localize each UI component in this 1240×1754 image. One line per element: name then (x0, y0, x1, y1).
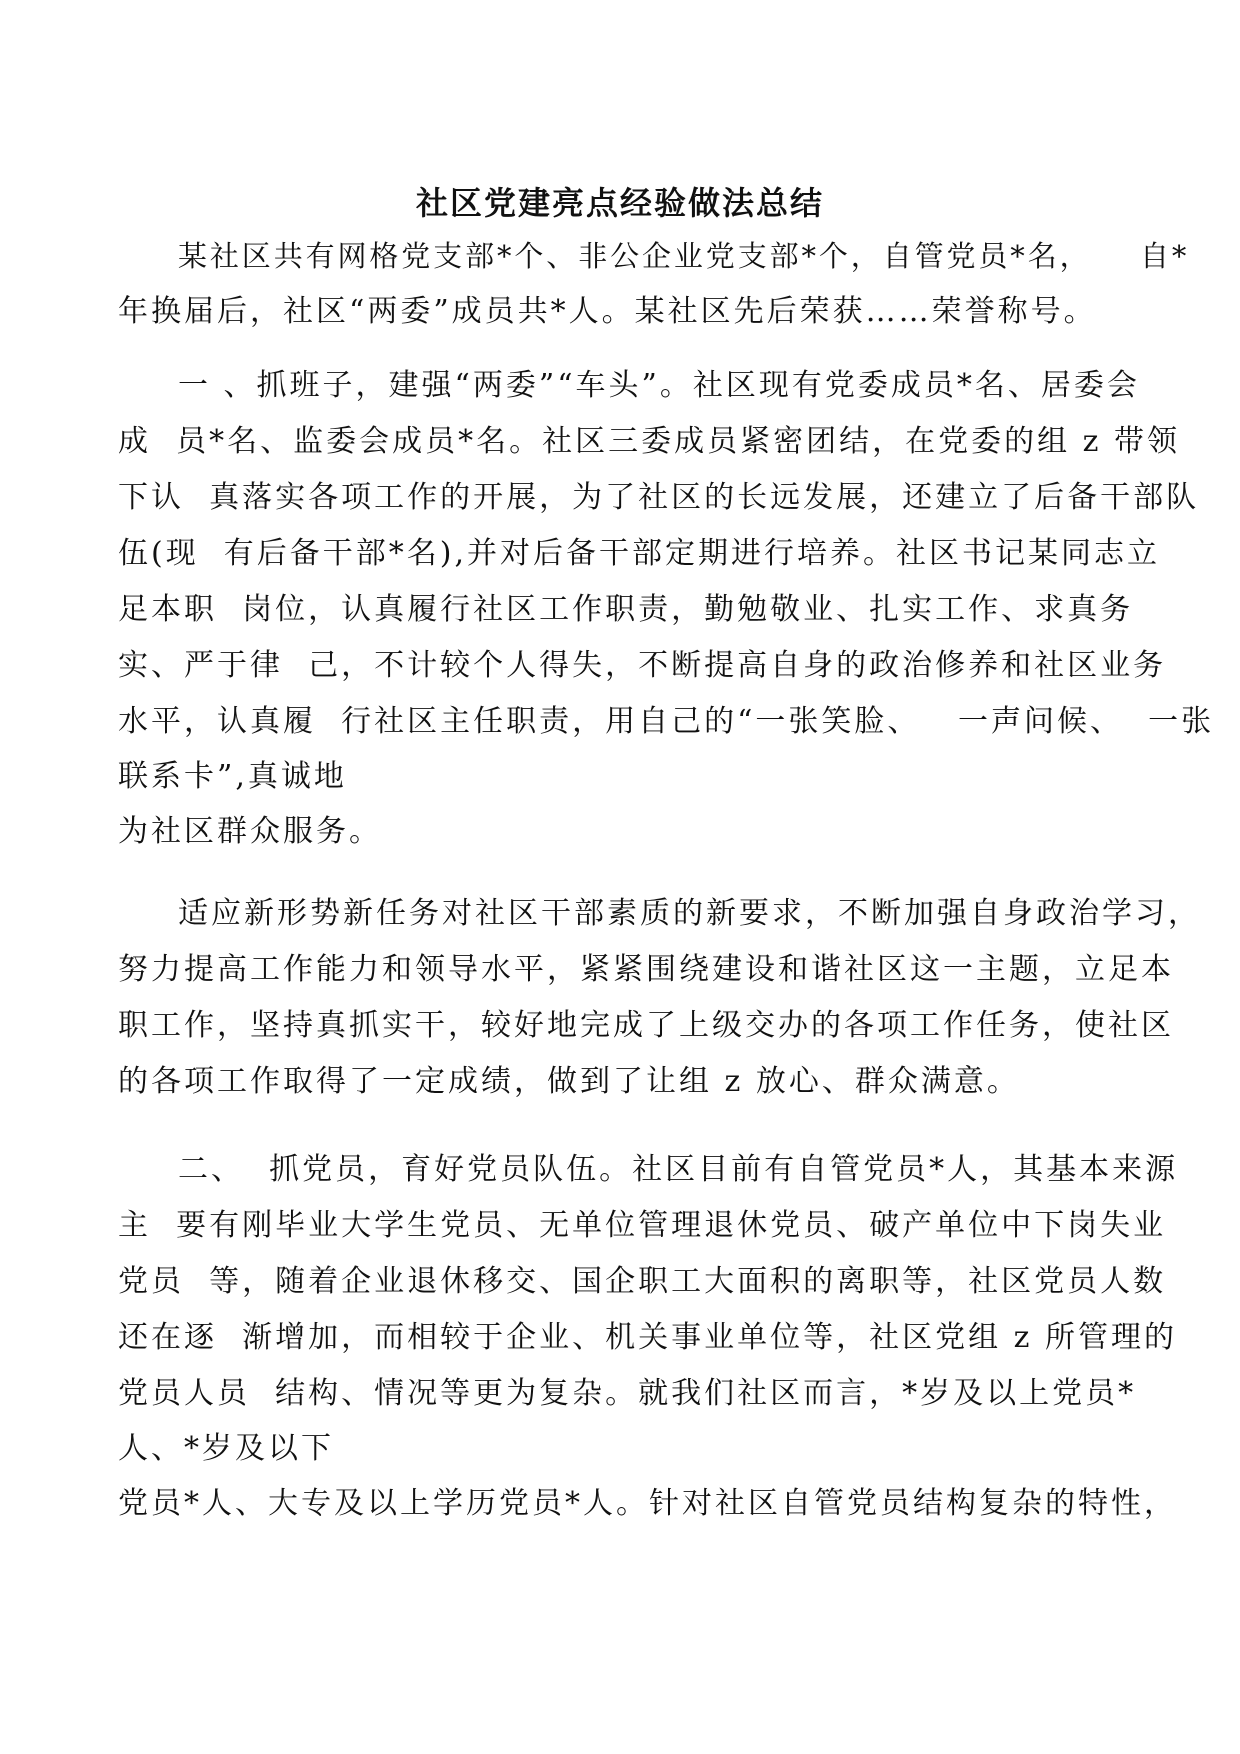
paragraph-line: 党员*人、大专及以上学历党员*人。针对社区自管党员结构复杂的特性， (118, 1486, 1177, 1521)
paragraph-line: 水平，认真履 行社区主任职责，用自己的“一张笑脸、 一声问候、 一张 (118, 704, 1215, 739)
paragraph-line: 实、严于律 己，不计较个人得失，不断提高自身的政治修养和社区业务 (118, 648, 1167, 683)
paragraph-line: 职工作，坚持真抓实干，较好地完成了上级交办的各项工作任务，使社区 (118, 1008, 1174, 1043)
paragraph-line: 党员 等，随着企业退休移交、国企职工大面积的离职等，社区党员人数 (118, 1264, 1167, 1299)
paragraph-line: 适应新形势新任务对社区干部素质的新要求，不断加强自身政治学习， (178, 896, 1201, 931)
paragraph-line: 为社区群众服务。 (118, 814, 382, 849)
paragraph-line: 某社区共有网格党支部*个、非公企业党支部*个，自管党员*名， 自* (178, 239, 1190, 273)
paragraph-line: 努力提高工作能力和领导水平，紧紧围绕建设和谐社区这一主题，立足本 (118, 952, 1174, 987)
paragraph-line: 下认 真落实各项工作的开展，为了社区的长远发展，还建立了后备干部队 (118, 480, 1200, 515)
paragraph-line: 二、 抓党员，育好党员队伍。社区目前有自管党员*人，其基本来源 (178, 1152, 1179, 1187)
paragraph-line: 一 、抓班子，建强“两委”“车头”。社区现有党委成员*名、居委会 (178, 368, 1140, 403)
paragraph-line: 足本职 岗位，认真履行社区工作职责，勤勉敬业、扎实工作、求真务 (118, 592, 1134, 627)
paragraph-line: 主 要有刚毕业大学生党员、无单位管理退休党员、破产单位中下岗失业 (118, 1208, 1167, 1243)
paragraph-line: 联系卡”,真诚地 (118, 759, 347, 794)
paragraph-line: 伍(现 有后备干部*名),并对后备干部定期进行培养。社区书记某同志立 (118, 536, 1161, 571)
paragraph-line: 人、*岁及以下 (118, 1431, 334, 1466)
paragraph-line: 还在逐 渐增加，而相较于企业、机关事业单位等，社区党组 z 所管理的 (118, 1320, 1177, 1355)
paragraph-line: 年换届后，社区“两委”成员共*人。某社区先后荣获……荣誉称号。 (118, 294, 1097, 329)
paragraph-line: 的各项工作取得了一定成绩，做到了让组 z 放心、群众满意。 (118, 1064, 1020, 1099)
document-title: 社区党建亮点经验做法总结 (415, 184, 824, 222)
paragraph-line: 党员人员 结构、情况等更为复杂。就我们社区而言，*岁及以上党员* (118, 1376, 1137, 1411)
paragraph-line: 成 员*名、监委会成员*名。社区三委成员紧密团结，在党委的组 z 带领 (118, 424, 1180, 459)
